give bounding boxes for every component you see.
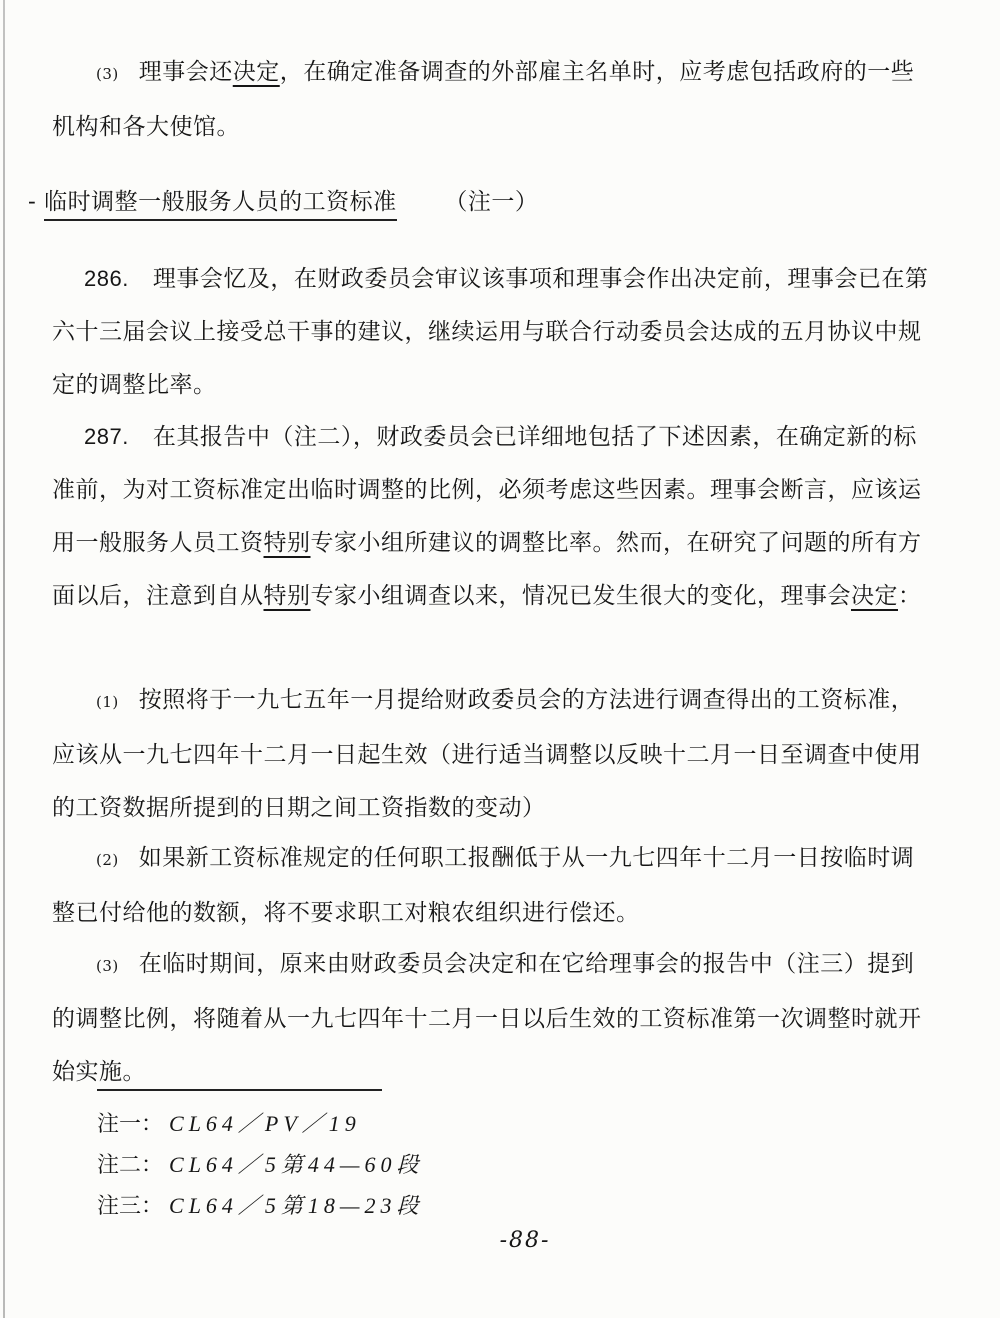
footnote-1: [97, 1104, 697, 1145]
paragraph-text: ：: [898, 583, 922, 609]
paragraph-text: 在其报告中（注二），财政委员会已详细地包括了下述因素，在确定新的标准前，为对工资标准定出临时调整的比例，必须考虑这些因素。理事会断言，应该运用一般服务人员工资: [52, 424, 922, 556]
footnote-3: [97, 1186, 697, 1227]
text: 理事会还: [138, 59, 233, 85]
item-1: [52, 674, 932, 835]
item-2: [52, 832, 932, 940]
heading-note: （注一）: [444, 189, 539, 215]
footnote-ref: CL64／5第18—23段: [169, 1193, 424, 1218]
section-heading: [28, 182, 628, 222]
heading-title: 临时调整一般服务人员的工资标准: [44, 189, 397, 221]
paragraph-286: [52, 252, 932, 412]
item-text: 按照将于一九七五年一月提给财政委员会的方法进行调查得出的工资标准，应该从一九七四年十二月一日起生效（进行适当调整以反映十二月一日至调查中使用的工资数据所提到的日期之间工资指数的变动）: [52, 687, 922, 821]
footnotes: [97, 1104, 697, 1227]
footnote-label: 注三：: [97, 1194, 164, 1219]
item-text: 在临时期间，原来由财政委员会决定和在它给理事会的报告中（注三）提到的调整比例，将随着从一九七四年十二月一日以后生效的工资标准第一次调整时就开始实施。: [52, 951, 922, 1085]
paragraph-number: 286.: [84, 266, 129, 291]
item-3: [52, 938, 932, 1099]
item-number: (3): [96, 65, 119, 83]
paragraph-text: 理事会忆及，在财政委员会审议该事项和理事会作出决定前，理事会已在第六十三届会议上接受总干事的建议，继续运用与联合行动委员会达成的五月协议中规定的调整比率。: [52, 266, 929, 398]
footnote-ref: CL64／PV／19: [169, 1111, 361, 1136]
paragraph-number: 287.: [84, 424, 129, 449]
item-text: 如果新工资标准规定的任何职工报酬低于从一九七四年十二月一日按临时调整已付给他的数额，将不要求职工对粮农组织进行偿还。: [52, 845, 915, 926]
text: ，在确定准备调查的外部雇主名单时，应考虑包括政府的一些机构和各大使馆。: [52, 59, 915, 140]
heading-dash: -: [28, 189, 37, 215]
paragraph-text: 专家小组所建议的调整比率。然而，在研究了问题的所有方面以后，注意到自从: [52, 530, 922, 609]
paragraph-287: [52, 410, 932, 623]
item-number: (1): [96, 693, 119, 711]
footnote-label: 注二：: [97, 1153, 164, 1178]
footnote-ref: CL64／5第44—60段: [169, 1152, 424, 1177]
paragraph-3-top: [52, 46, 932, 154]
underlined-text: 决定: [851, 583, 898, 609]
item-number: (2): [96, 851, 119, 869]
footnote-rule: [97, 1089, 382, 1091]
page-number: -88-: [499, 1228, 551, 1253]
underlined-text: 特别: [263, 530, 311, 556]
scan-edge: [3, 0, 5, 1318]
underlined-text: 特别: [263, 583, 311, 609]
item-number: (3): [96, 957, 119, 975]
paragraph-text: 专家小组调查以来，情况已发生很大的变化，理事会: [310, 583, 851, 609]
underlined-text: 决定: [232, 59, 280, 85]
footnote-label: 注一：: [97, 1112, 164, 1137]
footnote-2: [97, 1145, 697, 1186]
